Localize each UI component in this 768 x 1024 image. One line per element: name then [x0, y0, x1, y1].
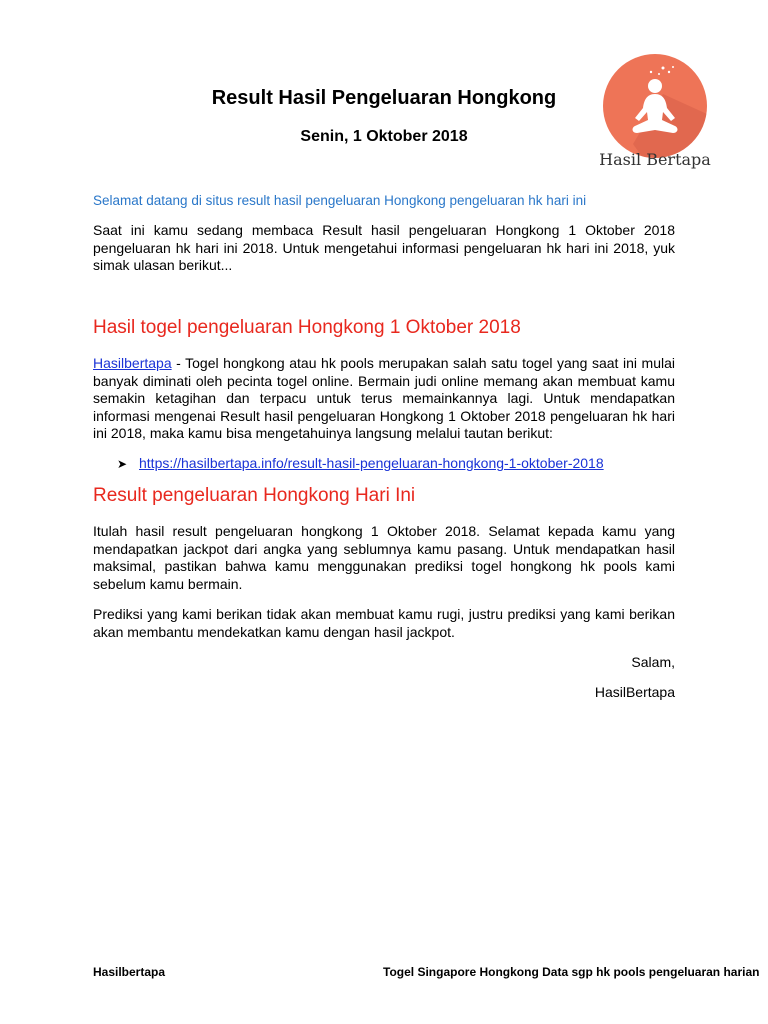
bullet-item: [117, 455, 604, 471]
section-heading-result-hari-ini: Result pengeluaran Hongkong Hari Ini: [93, 485, 416, 506]
result-link[interactable]: https://hasilbertapa.info/result-hasil-pengeluaran-hongkong-1-oktober-2018: [139, 455, 604, 471]
footer-right: Togel Singapore Hongkong Data sgp hk pools pengeluaran harian: [383, 965, 760, 979]
page-date: Senin, 1 Oktober 2018: [300, 128, 468, 145]
section1-paragraph: [93, 355, 675, 443]
page-title: Result Hasil Pengeluaran Hongkong: [211, 87, 557, 109]
intro-text: Selamat datang di situs result hasil pengeluaran Hongkong pengeluaran hk hari ini: [93, 193, 587, 208]
hasilbertapa-link[interactable]: Hasilbertapa: [93, 355, 172, 371]
section-heading-hasil-togel: Hasil togel pengeluaran Hongkong 1 Oktober 2018: [93, 317, 521, 338]
section2-paragraph-2: Prediksi yang kami berikan tidak akan membuat kamu rugi, justru prediksi yang kami berikan akan membantu mendekatkan kamu dengan hasil jackpot.: [93, 606, 675, 640]
signature-name: HasilBertapa: [594, 684, 675, 700]
arrow-bullet-icon: ➤: [117, 457, 128, 471]
section2-paragraph-1: Itulah hasil result pengeluaran hongkong 1 Oktober 2018. Selamat kepada kamu yang mendapatkan jackpot dari angka yang seblumnya kamu pasang. Untuk mendapatkan hasil maksimal, pastikan bahwa kamu menggunakan prediksi togel hongkong hk pools kami sebelum kamu bermain.: [93, 523, 675, 592]
signature-greeting: Salam,: [631, 654, 675, 670]
logo-text: Hasil Bertapa: [599, 150, 711, 169]
section1-paragraph-text: - Togel hongkong atau hk pools merupakan salah satu togel yang saat ini mulai banyak diminati oleh pecinta togel online. Bermain judi online memang akan membuat kamu semakin ketagihan dan terpacu untuk terus memainkannya lagi. Untuk mendapatkan informasi mengenai Result hasil pengeluaran Hongkong 1 Oktober 2018 pengeluaran hk hari ini 2018, maka kamu bisa mengetahuinya langsung melalui tautan berikut:: [93, 355, 675, 441]
footer-left: Hasilbertapa: [93, 965, 166, 979]
site-logo: [595, 50, 715, 180]
intro-paragraph: Saat ini kamu sedang membaca Result hasil pengeluaran Hongkong 1 Oktober 2018 pengeluaran hk hari ini 2018. Untuk mengetahui informasi pengeluaran hk hari ini 2018, yuk simak ulasan berikut...: [93, 222, 675, 273]
